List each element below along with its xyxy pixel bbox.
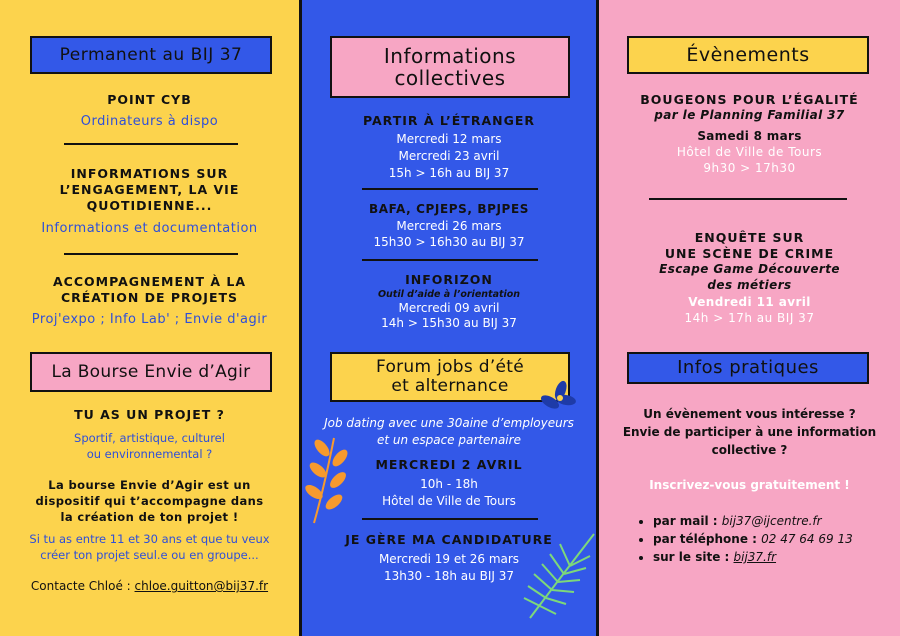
- site-link[interactable]: bij37.fr: [733, 550, 777, 564]
- mail-link[interactable]: bij37@ijcentre.fr: [721, 514, 822, 528]
- box-infos-pratiques: Infos pratiques: [627, 352, 869, 384]
- bougeons-date: Samedi 8 mars: [697, 129, 802, 143]
- bougeons-time: 9h30 > 17h30: [703, 161, 796, 175]
- age-line2: créer ton projet seul.e ou en groupe...: [40, 548, 259, 562]
- cyb-subtitle: Ordinateurs à dispo: [80, 114, 219, 129]
- forum-place: Hôtel de Ville de Tours: [382, 494, 516, 508]
- projet-line1: Sportif, artistique, culturel: [74, 431, 225, 445]
- column-evenements: [599, 0, 900, 636]
- info-title-line1: INFORMATIONS SUR: [70, 166, 229, 181]
- box-informations-collectives: [330, 36, 570, 98]
- info-title-line2: L’ENGAGEMENT, LA VIE: [59, 182, 240, 197]
- bourse-line3: la création de ton projet !: [60, 510, 239, 524]
- forum-desc-line2: et un espace partenaire: [377, 433, 521, 447]
- etranger-title: PARTIR À L’ÉTRANGER: [362, 113, 536, 128]
- escape-line1: Escape Game Découverte: [659, 262, 840, 276]
- divider: [362, 259, 538, 261]
- contact-tel: [653, 530, 853, 548]
- box-evenements: Évènements: [627, 36, 869, 74]
- info-title-line3: QUOTIDIENNE...: [86, 198, 213, 213]
- contact-label: Contacte Chloé :: [30, 579, 135, 593]
- bourse-line2: dispositif qui t’accompagne dans: [35, 494, 264, 508]
- forum-desc-line1: Job dating avec une 30aine d’employeurs: [324, 416, 574, 430]
- divider: [64, 253, 238, 255]
- inscrivez-text: Inscrivez-vous gratuitement !: [649, 478, 850, 492]
- inforizon-title: INFORIZON: [405, 272, 493, 287]
- bafa-time: 15h30 > 16h30 au BIJ 37: [373, 235, 525, 249]
- bougeons-title: BOUGEONS POUR L’ÉGALITÉ: [640, 92, 859, 107]
- contact-site: [653, 548, 853, 566]
- box-info-line1: Informations: [383, 44, 517, 68]
- contact-list: [637, 512, 853, 566]
- candidature-title: JE GÈRE MA CANDIDATURE: [345, 532, 553, 547]
- accomp-subtitle: Proj'expo ; Info Lab' ; Envie d'agir: [31, 312, 268, 327]
- cyb-title: POINT CYB: [107, 92, 192, 107]
- question-line2: Envie de participer à une information: [622, 425, 877, 439]
- bourse-line1: La bourse Envie d’Agir est un: [48, 478, 251, 492]
- accomp-title-line2: CRÉATION DE PROJETS: [60, 290, 239, 305]
- contact-email-link[interactable]: chloe.guitton@bij37.fr: [134, 579, 269, 593]
- enquete-date: Vendredi 11 avril: [688, 295, 811, 309]
- contact-mail: [653, 512, 853, 530]
- box-permanent: Permanent au BIJ 37: [30, 36, 272, 74]
- enquete-time: 14h > 17h au BIJ 37: [684, 311, 815, 325]
- accomp-title-line1: ACCOMPAGNEMENT À LA: [52, 274, 247, 289]
- box-forum-line1: Forum jobs d’été: [375, 357, 525, 378]
- question-line3: collective ?: [711, 443, 788, 457]
- info-subtitle: Informations et documentation: [41, 221, 258, 236]
- divider: [64, 143, 238, 145]
- etranger-date2: Mercredi 23 avril: [398, 149, 500, 163]
- bafa-date: Mercredi 26 mars: [396, 219, 502, 233]
- enquete-title-line1: ENQUÊTE SUR: [694, 230, 805, 245]
- projet-line2: ou environnemental ?: [86, 447, 213, 461]
- inforizon-time: 14h > 15h30 au BIJ 37: [381, 316, 517, 330]
- leaf-decoration-icon: [538, 378, 578, 418]
- box-info-line2: collectives: [394, 66, 506, 90]
- column-permanent: [0, 0, 302, 636]
- bafa-title: BAFA, CPJEPS, BPJPES: [369, 202, 529, 216]
- column-informations: [302, 0, 599, 636]
- etranger-date1: Mercredi 12 mars: [396, 132, 502, 146]
- forum-time: 10h - 18h: [420, 477, 478, 491]
- enquete-title-line2: UNE SCÈNE DE CRIME: [664, 246, 835, 261]
- box-forum: [330, 352, 570, 402]
- question-line1: Un évènement vous intéresse ?: [643, 407, 856, 421]
- age-line1: Si tu as entre 11 et 30 ans et que tu veux: [29, 532, 270, 546]
- mail-label: par mail :: [653, 514, 722, 528]
- tel-link[interactable]: 02 47 64 69 13: [761, 532, 853, 546]
- tel-label: par téléphone :: [653, 532, 762, 546]
- etranger-time: 15h > 16h au BIJ 37: [388, 166, 510, 180]
- box-forum-line2: et alternance: [391, 376, 509, 396]
- bougeons-place: Hôtel de Ville de Tours: [676, 145, 823, 159]
- escape-line2: des métiers: [707, 278, 792, 292]
- divider: [362, 188, 538, 190]
- projet-title: TU AS UN PROJET ?: [74, 407, 225, 422]
- inforizon-subtitle: Outil d’aide à l’orientation: [377, 289, 521, 300]
- divider: [649, 198, 847, 200]
- box-bourse: La Bourse Envie d’Agir: [30, 352, 272, 392]
- site-label: sur le site :: [653, 550, 734, 564]
- candidature-time: 13h30 - 18h au BIJ 37: [384, 569, 514, 583]
- forum-date: MERCREDI 2 AVRIL: [375, 457, 523, 472]
- bougeons-subtitle: par le Planning Familial 37: [654, 108, 845, 122]
- inforizon-date: Mercredi 09 avril: [398, 301, 500, 315]
- candidature-dates: Mercredi 19 et 26 mars: [378, 552, 520, 566]
- divider: [362, 518, 538, 520]
- contact-line: [0, 579, 299, 593]
